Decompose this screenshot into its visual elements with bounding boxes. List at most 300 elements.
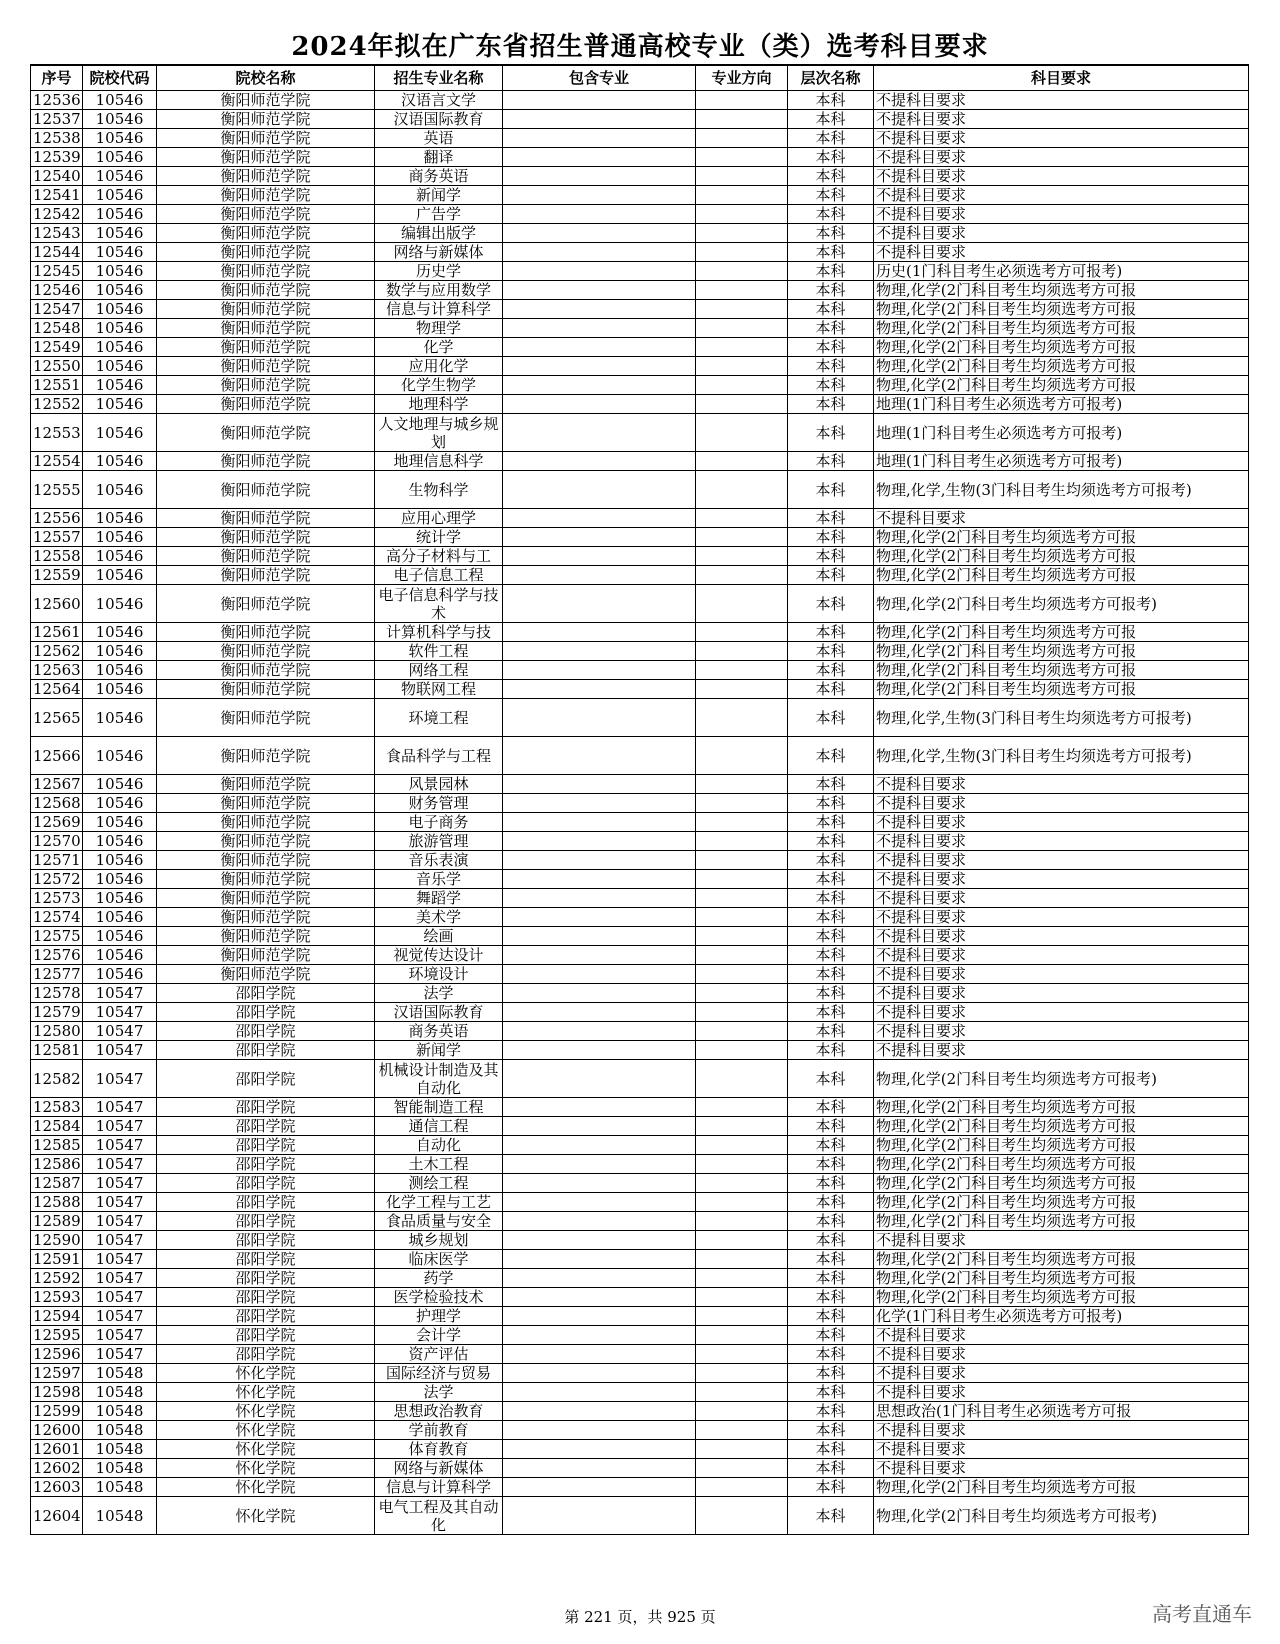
cell-school-name: 衡阳师范学院	[157, 281, 375, 300]
cell-school-code: 10546	[83, 585, 157, 623]
cell-school-code: 10546	[83, 547, 157, 566]
cell-major-direction	[696, 395, 788, 414]
cell-included-majors	[503, 1117, 696, 1136]
cell-level: 本科	[788, 1212, 874, 1231]
cell-school-name: 衡阳师范学院	[157, 376, 375, 395]
cell-level: 本科	[788, 1478, 874, 1497]
cell-subject-requirement: 物理,化学(2门科目考生均须选考方可报	[874, 1212, 1249, 1231]
cell-subject-requirement: 不提科目要求	[874, 1022, 1249, 1041]
cell-seq: 12563	[31, 661, 83, 680]
cell-seq: 12592	[31, 1269, 83, 1288]
cell-level: 本科	[788, 813, 874, 832]
cell-school-name: 衡阳师范学院	[157, 832, 375, 851]
cell-seq: 12590	[31, 1231, 83, 1250]
cell-included-majors	[503, 395, 696, 414]
cell-school-name: 衡阳师范学院	[157, 414, 375, 452]
table-row	[31, 1440, 1249, 1459]
cell-subject-requirement: 不提科目要求	[874, 965, 1249, 984]
cell-subject-requirement: 历史(1门科目考生必须选考方可报考)	[874, 262, 1249, 281]
cell-included-majors	[503, 1269, 696, 1288]
table-row	[31, 1212, 1249, 1231]
cell-subject-requirement: 物理,化学(2门科目考生均须选考方可报	[874, 642, 1249, 661]
cell-included-majors	[503, 300, 696, 319]
cell-major-direction	[696, 338, 788, 357]
cell-subject-requirement: 不提科目要求	[874, 794, 1249, 813]
cell-included-majors	[503, 1155, 696, 1174]
cell-school-name: 邵阳学院	[157, 1288, 375, 1307]
cell-major-direction	[696, 1497, 788, 1535]
cell-seq: 12565	[31, 699, 83, 737]
cell-level: 本科	[788, 1193, 874, 1212]
cell-level: 本科	[788, 1098, 874, 1117]
cell-subject-requirement: 化学(1门科目考生必须选考方可报考)	[874, 1307, 1249, 1326]
cell-seq: 12569	[31, 813, 83, 832]
cell-school-code: 10546	[83, 623, 157, 642]
cell-seq: 12585	[31, 1136, 83, 1155]
table-row	[31, 1288, 1249, 1307]
cell-subject-requirement: 不提科目要求	[874, 1440, 1249, 1459]
cell-major-name: 人文地理与城乡规划	[375, 414, 503, 452]
cell-level: 本科	[788, 1421, 874, 1440]
cell-major-direction	[696, 1345, 788, 1364]
cell-subject-requirement: 地理(1门科目考生必须选考方可报考)	[874, 395, 1249, 414]
cell-level: 本科	[788, 395, 874, 414]
cell-seq: 12566	[31, 737, 83, 775]
cell-level: 本科	[788, 110, 874, 129]
cell-school-code: 10546	[83, 737, 157, 775]
cell-level: 本科	[788, 699, 874, 737]
cell-included-majors	[503, 737, 696, 775]
cell-school-name: 衡阳师范学院	[157, 794, 375, 813]
cell-school-code: 10546	[83, 148, 157, 167]
cell-subject-requirement: 物理,化学(2门科目考生均须选考方可报	[874, 1098, 1249, 1117]
table-row	[31, 1060, 1249, 1098]
cell-seq: 12537	[31, 110, 83, 129]
cell-seq: 12604	[31, 1497, 83, 1535]
cell-level: 本科	[788, 243, 874, 262]
cell-major-name: 环境工程	[375, 699, 503, 737]
cell-subject-requirement: 物理,化学(2门科目考生均须选考方可报	[874, 680, 1249, 699]
cell-level: 本科	[788, 167, 874, 186]
cell-level: 本科	[788, 1440, 874, 1459]
cell-level: 本科	[788, 908, 874, 927]
cell-level: 本科	[788, 186, 874, 205]
table-row	[31, 167, 1249, 186]
cell-seq: 12551	[31, 376, 83, 395]
cell-included-majors	[503, 1440, 696, 1459]
cell-level: 本科	[788, 509, 874, 528]
cell-major-direction	[696, 357, 788, 376]
cell-level: 本科	[788, 471, 874, 509]
cell-included-majors	[503, 680, 696, 699]
cell-school-name: 衡阳师范学院	[157, 965, 375, 984]
cell-school-name: 衡阳师范学院	[157, 471, 375, 509]
cell-school-code: 10547	[83, 1174, 157, 1193]
cell-school-name: 衡阳师范学院	[157, 851, 375, 870]
cell-subject-requirement: 不提科目要求	[874, 1041, 1249, 1060]
cell-school-name: 邵阳学院	[157, 1326, 375, 1345]
table-row	[31, 984, 1249, 1003]
cell-seq: 12540	[31, 167, 83, 186]
cell-major-name: 绘画	[375, 927, 503, 946]
cell-major-name: 计算机科学与技	[375, 623, 503, 642]
cell-major-direction	[696, 1288, 788, 1307]
table-row	[31, 281, 1249, 300]
cell-school-code: 10547	[83, 1231, 157, 1250]
cell-included-majors	[503, 699, 696, 737]
cell-subject-requirement: 不提科目要求	[874, 243, 1249, 262]
cell-level: 本科	[788, 205, 874, 224]
cell-school-code: 10546	[83, 965, 157, 984]
cell-school-code: 10547	[83, 1288, 157, 1307]
cell-school-code: 10546	[83, 224, 157, 243]
cell-school-name: 邵阳学院	[157, 1212, 375, 1231]
cell-school-name: 衡阳师范学院	[157, 319, 375, 338]
table-row	[31, 1307, 1249, 1326]
table-row	[31, 1136, 1249, 1155]
cell-major-name: 化学生物学	[375, 376, 503, 395]
cell-level: 本科	[788, 148, 874, 167]
cell-included-majors	[503, 1003, 696, 1022]
cell-major-name: 思想政治教育	[375, 1402, 503, 1421]
cell-major-name: 化学	[375, 338, 503, 357]
cell-included-majors	[503, 452, 696, 471]
page-footer: 第 221 页，共 925 页	[564, 1608, 716, 1626]
cell-school-code: 10547	[83, 1250, 157, 1269]
cell-school-name: 怀化学院	[157, 1383, 375, 1402]
cell-subject-requirement: 不提科目要求	[874, 205, 1249, 224]
cell-subject-requirement: 物理,化学(2门科目考生均须选考方可报	[874, 623, 1249, 642]
cell-major-direction	[696, 1155, 788, 1174]
cell-major-name: 护理学	[375, 1307, 503, 1326]
cell-major-name: 食品质量与安全	[375, 1212, 503, 1231]
cell-school-code: 10547	[83, 1098, 157, 1117]
cell-level: 本科	[788, 927, 874, 946]
cell-school-code: 10548	[83, 1478, 157, 1497]
table-row	[31, 642, 1249, 661]
col-header-major-direction: 专业方向	[696, 65, 788, 91]
cell-subject-requirement: 不提科目要求	[874, 129, 1249, 148]
table-header-row	[31, 65, 1249, 91]
cell-major-direction	[696, 1421, 788, 1440]
table-row	[31, 1231, 1249, 1250]
cell-school-name: 衡阳师范学院	[157, 927, 375, 946]
cell-included-majors	[503, 1345, 696, 1364]
cell-seq: 12545	[31, 262, 83, 281]
cell-school-name: 邵阳学院	[157, 1250, 375, 1269]
cell-included-majors	[503, 984, 696, 1003]
cell-seq: 12601	[31, 1440, 83, 1459]
cell-major-direction	[696, 1364, 788, 1383]
cell-major-direction	[696, 528, 788, 547]
cell-major-name: 电子商务	[375, 813, 503, 832]
table-body	[31, 91, 1249, 1535]
table-row	[31, 585, 1249, 623]
cell-subject-requirement: 物理,化学(2门科目考生均须选考方可报	[874, 357, 1249, 376]
cell-major-direction	[696, 262, 788, 281]
cell-level: 本科	[788, 547, 874, 566]
cell-included-majors	[503, 376, 696, 395]
table-row	[31, 680, 1249, 699]
cell-school-code: 10547	[83, 1136, 157, 1155]
cell-level: 本科	[788, 338, 874, 357]
cell-major-name: 汉语国际教育	[375, 110, 503, 129]
cell-school-name: 衡阳师范学院	[157, 585, 375, 623]
cell-school-name: 衡阳师范学院	[157, 680, 375, 699]
cell-school-code: 10547	[83, 1117, 157, 1136]
cell-school-name: 邵阳学院	[157, 1345, 375, 1364]
cell-school-code: 10546	[83, 661, 157, 680]
cell-major-name: 新闻学	[375, 1041, 503, 1060]
cell-major-direction	[696, 205, 788, 224]
cell-subject-requirement: 地理(1门科目考生必须选考方可报考)	[874, 414, 1249, 452]
col-header-school-name: 院校名称	[157, 65, 375, 91]
table-row	[31, 851, 1249, 870]
watermark-text: 高考直通车	[1152, 1602, 1252, 1626]
cell-included-majors	[503, 338, 696, 357]
cell-subject-requirement: 思想政治(1门科目考生必须选考方可报	[874, 1402, 1249, 1421]
cell-seq: 12594	[31, 1307, 83, 1326]
cell-school-code: 10547	[83, 1022, 157, 1041]
cell-level: 本科	[788, 1307, 874, 1326]
cell-included-majors	[503, 205, 696, 224]
table-row	[31, 870, 1249, 889]
cell-major-direction	[696, 1269, 788, 1288]
table-row	[31, 186, 1249, 205]
table-row	[31, 338, 1249, 357]
cell-major-direction	[696, 775, 788, 794]
cell-major-name: 法学	[375, 984, 503, 1003]
cell-seq: 12538	[31, 129, 83, 148]
cell-subject-requirement: 不提科目要求	[874, 927, 1249, 946]
cell-major-name: 电子信息科学与技术	[375, 585, 503, 623]
cell-school-code: 10546	[83, 794, 157, 813]
cell-major-name: 美术学	[375, 908, 503, 927]
cell-level: 本科	[788, 1174, 874, 1193]
cell-major-name: 医学检验技术	[375, 1288, 503, 1307]
cell-level: 本科	[788, 794, 874, 813]
cell-included-majors	[503, 547, 696, 566]
cell-major-name: 电气工程及其自动化	[375, 1497, 503, 1535]
cell-major-name: 临床医学	[375, 1250, 503, 1269]
cell-major-direction	[696, 148, 788, 167]
cell-major-direction	[696, 946, 788, 965]
table-row	[31, 1022, 1249, 1041]
cell-major-name: 信息与计算科学	[375, 1478, 503, 1497]
cell-level: 本科	[788, 1060, 874, 1098]
table-row	[31, 1402, 1249, 1421]
cell-school-code: 10547	[83, 1193, 157, 1212]
cell-major-name: 通信工程	[375, 1117, 503, 1136]
cell-school-code: 10548	[83, 1402, 157, 1421]
cell-school-code: 10548	[83, 1440, 157, 1459]
cell-seq: 12589	[31, 1212, 83, 1231]
cell-level: 本科	[788, 661, 874, 680]
cell-school-name: 衡阳师范学院	[157, 224, 375, 243]
cell-level: 本科	[788, 1117, 874, 1136]
cell-major-name: 统计学	[375, 528, 503, 547]
cell-subject-requirement: 地理(1门科目考生必须选考方可报考)	[874, 452, 1249, 471]
cell-level: 本科	[788, 737, 874, 775]
cell-included-majors	[503, 889, 696, 908]
cell-seq: 12603	[31, 1478, 83, 1497]
col-header-level: 层次名称	[788, 65, 874, 91]
table-row	[31, 1098, 1249, 1117]
cell-major-name: 食品科学与工程	[375, 737, 503, 775]
cell-school-code: 10546	[83, 167, 157, 186]
cell-level: 本科	[788, 357, 874, 376]
cell-seq: 12559	[31, 566, 83, 585]
cell-school-name: 衡阳师范学院	[157, 357, 375, 376]
table-row	[31, 1117, 1249, 1136]
cell-level: 本科	[788, 851, 874, 870]
cell-school-name: 怀化学院	[157, 1421, 375, 1440]
cell-school-name: 衡阳师范学院	[157, 547, 375, 566]
table-row	[31, 1478, 1249, 1497]
cell-seq: 12556	[31, 509, 83, 528]
cell-seq: 12580	[31, 1022, 83, 1041]
cell-included-majors	[503, 1041, 696, 1060]
cell-subject-requirement: 物理,化学,生物(3门科目考生均须选考方可报考)	[874, 699, 1249, 737]
cell-included-majors	[503, 946, 696, 965]
table-row	[31, 376, 1249, 395]
cell-school-code: 10546	[83, 946, 157, 965]
cell-included-majors	[503, 1402, 696, 1421]
cell-level: 本科	[788, 376, 874, 395]
cell-major-direction	[696, 129, 788, 148]
cell-major-name: 药学	[375, 1269, 503, 1288]
table-row	[31, 927, 1249, 946]
cell-level: 本科	[788, 623, 874, 642]
cell-subject-requirement: 不提科目要求	[874, 1383, 1249, 1402]
cell-level: 本科	[788, 1345, 874, 1364]
cell-major-name: 视觉传达设计	[375, 946, 503, 965]
cell-school-name: 衡阳师范学院	[157, 870, 375, 889]
cell-major-name: 舞蹈学	[375, 889, 503, 908]
cell-major-direction	[696, 680, 788, 699]
cell-school-name: 衡阳师范学院	[157, 642, 375, 661]
table-row	[31, 965, 1249, 984]
cell-major-direction	[696, 813, 788, 832]
cell-included-majors	[503, 129, 696, 148]
cell-included-majors	[503, 1136, 696, 1155]
cell-included-majors	[503, 243, 696, 262]
cell-major-direction	[696, 1117, 788, 1136]
cell-school-code: 10546	[83, 908, 157, 927]
cell-school-name: 邵阳学院	[157, 984, 375, 1003]
cell-level: 本科	[788, 1136, 874, 1155]
cell-school-code: 10546	[83, 775, 157, 794]
cell-major-direction	[696, 547, 788, 566]
table-row	[31, 262, 1249, 281]
cell-school-code: 10546	[83, 376, 157, 395]
cell-included-majors	[503, 110, 696, 129]
cell-school-name: 邵阳学院	[157, 1231, 375, 1250]
cell-seq: 12573	[31, 889, 83, 908]
cell-school-name: 邵阳学院	[157, 1136, 375, 1155]
cell-subject-requirement: 物理,化学,生物(3门科目考生均须选考方可报考)	[874, 737, 1249, 775]
cell-major-name: 应用化学	[375, 357, 503, 376]
cell-seq: 12597	[31, 1364, 83, 1383]
cell-included-majors	[503, 832, 696, 851]
cell-subject-requirement: 不提科目要求	[874, 224, 1249, 243]
cell-seq: 12578	[31, 984, 83, 1003]
cell-school-name: 衡阳师范学院	[157, 566, 375, 585]
cell-major-name: 物理学	[375, 319, 503, 338]
cell-seq: 12591	[31, 1250, 83, 1269]
cell-major-direction	[696, 319, 788, 338]
cell-school-name: 衡阳师范学院	[157, 699, 375, 737]
cell-school-code: 10547	[83, 1307, 157, 1326]
table-row	[31, 1269, 1249, 1288]
cell-school-name: 衡阳师范学院	[157, 186, 375, 205]
cell-level: 本科	[788, 224, 874, 243]
cell-school-code: 10546	[83, 281, 157, 300]
cell-school-name: 邵阳学院	[157, 1155, 375, 1174]
table-row	[31, 1421, 1249, 1440]
cell-major-name: 学前教育	[375, 1421, 503, 1440]
cell-school-code: 10548	[83, 1459, 157, 1478]
table-row	[31, 813, 1249, 832]
cell-school-name: 邵阳学院	[157, 1041, 375, 1060]
cell-level: 本科	[788, 1364, 874, 1383]
cell-school-code: 10547	[83, 984, 157, 1003]
cell-included-majors	[503, 1174, 696, 1193]
cell-school-name: 邵阳学院	[157, 1117, 375, 1136]
cell-major-direction	[696, 1231, 788, 1250]
cell-subject-requirement: 物理,化学(2门科目考生均须选考方可报	[874, 1117, 1249, 1136]
cell-level: 本科	[788, 452, 874, 471]
cell-included-majors	[503, 91, 696, 110]
cell-school-code: 10546	[83, 357, 157, 376]
cell-major-direction	[696, 737, 788, 775]
cell-major-direction	[696, 1003, 788, 1022]
cell-subject-requirement: 不提科目要求	[874, 1003, 1249, 1022]
cell-major-name: 物联网工程	[375, 680, 503, 699]
cell-seq: 12576	[31, 946, 83, 965]
table-row	[31, 1459, 1249, 1478]
cell-seq: 12586	[31, 1155, 83, 1174]
cell-subject-requirement: 不提科目要求	[874, 167, 1249, 186]
cell-school-name: 衡阳师范学院	[157, 395, 375, 414]
cell-major-direction	[696, 851, 788, 870]
table-row	[31, 1364, 1249, 1383]
cell-subject-requirement: 不提科目要求	[874, 1326, 1249, 1345]
cell-school-code: 10547	[83, 1269, 157, 1288]
cell-level: 本科	[788, 1402, 874, 1421]
cell-school-name: 邵阳学院	[157, 1307, 375, 1326]
cell-major-direction	[696, 1136, 788, 1155]
table-row	[31, 566, 1249, 585]
cell-seq: 12567	[31, 775, 83, 794]
cell-seq: 12539	[31, 148, 83, 167]
cell-school-name: 怀化学院	[157, 1364, 375, 1383]
cell-school-name: 邵阳学院	[157, 1098, 375, 1117]
cell-school-code: 10547	[83, 1060, 157, 1098]
cell-major-direction	[696, 1459, 788, 1478]
cell-seq: 12543	[31, 224, 83, 243]
cell-seq: 12598	[31, 1383, 83, 1402]
table-row	[31, 1041, 1249, 1060]
cell-included-majors	[503, 585, 696, 623]
subject-requirements-table	[30, 64, 1249, 1535]
cell-major-direction	[696, 1383, 788, 1402]
cell-major-direction	[696, 224, 788, 243]
table-row	[31, 946, 1249, 965]
cell-school-code: 10546	[83, 395, 157, 414]
cell-school-code: 10548	[83, 1497, 157, 1535]
cell-major-name: 电子信息工程	[375, 566, 503, 585]
